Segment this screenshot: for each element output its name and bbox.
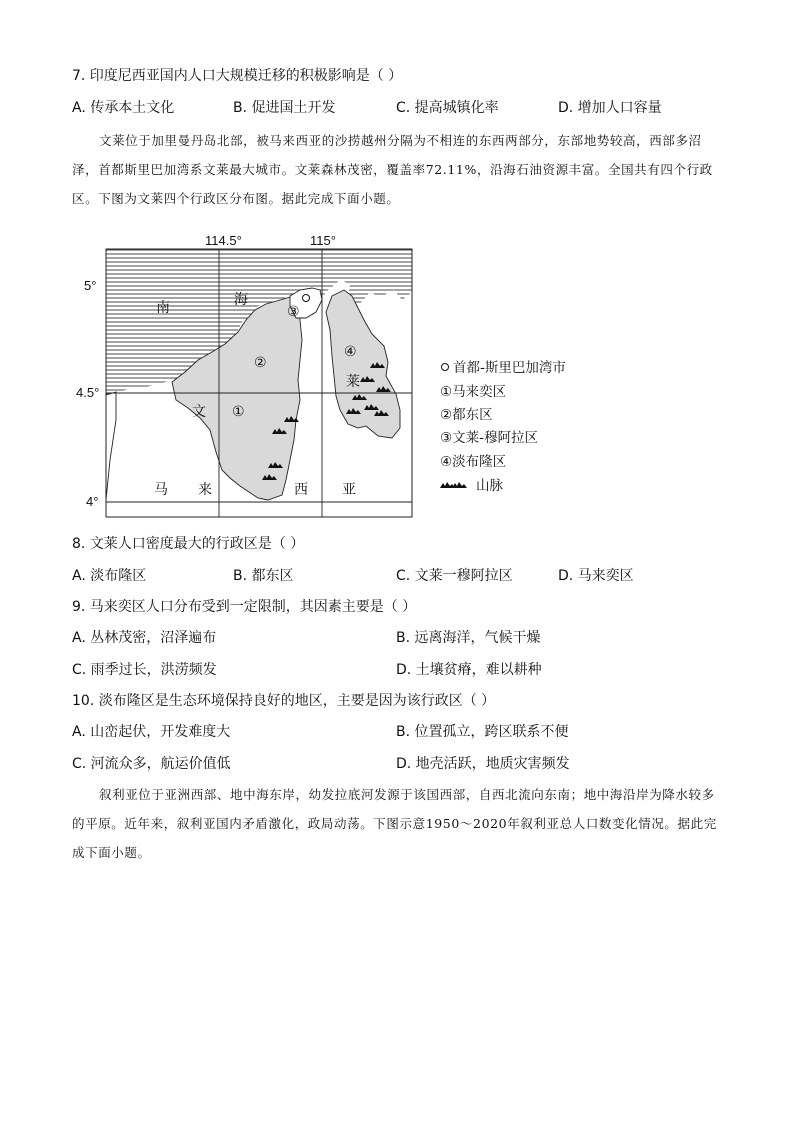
lat-label-4-5: 4.5° [76, 385, 100, 400]
question-8-option-d: D. 马来奕区 [558, 568, 634, 584]
question-9-option-c: C. 雨季过长，洪涝频发 [72, 662, 217, 678]
district-1-mark: ① [232, 404, 245, 420]
question-10-option-b: B. 位置孤立，跨区联系不便 [396, 724, 569, 740]
question-9-option-b: B. 远离海洋，气候干燥 [396, 630, 541, 646]
lat-label-4: 4° [86, 494, 99, 509]
malaysia-label-ma: 马 [154, 482, 168, 498]
question-9-option-a: A. 丛林茂密，沼泽遍布 [72, 630, 217, 646]
capital-marker [303, 295, 310, 302]
district-3-mark: ③ [287, 304, 300, 320]
legend-mountain-icon [452, 482, 467, 488]
question-7-stem: 7. 印度尼西亚国内人口大规模迁移的积极影响是（ ） [72, 68, 403, 84]
legend-capital: 首都-斯里巴加湾市 [453, 360, 566, 376]
question-10-option-a: A. 山峦起伏，开发难度大 [72, 724, 231, 740]
question-8-option-a: A. 淡布隆区 [72, 568, 147, 584]
question-8-option-b: B. 都东区 [233, 568, 294, 584]
question-8-stem: 8. 文莱人口密度最大的行政区是（ ） [72, 536, 305, 552]
question-10-option-c: C. 河流众多，航运价值低 [72, 756, 231, 772]
question-10-option-d: D. 地壳活跃，地质灾害频发 [396, 756, 570, 772]
temburong-district [326, 290, 400, 438]
question-7-option-c: C. 提高城镇化率 [396, 100, 499, 116]
sea-label-hai: 海 [234, 292, 248, 308]
legend-district-2: ②都东区 [440, 407, 493, 423]
sea-label-nan: 南 [156, 300, 170, 316]
question-8-option-c: C. 文莱一穆阿拉区 [396, 568, 513, 584]
legend-mountain: 山脉 [476, 478, 503, 494]
question-7-option-b: B. 促进国土开发 [233, 100, 336, 116]
malaysia-label-ya: 亚 [342, 482, 356, 498]
question-9-option-d: D. 土壤贫瘠，难以耕种 [396, 662, 542, 678]
brunei-label-lai: 莱 [346, 374, 360, 390]
lon-label-114-5: 114.5° [205, 233, 242, 248]
question-9-stem: 9. 马来奕区人口分布受到一定限制，其因素主要是（ ） [72, 599, 417, 615]
legend-district-4: ④淡布隆区 [440, 454, 507, 470]
lat-label-5: 5° [84, 278, 97, 293]
brunei-district-map [0, 0, 794, 560]
passage-syria: 叙利亚位于亚洲西部、地中海东岸，幼发拉底河发源于该国西部，自西北流向东南；地中海沿岸为降水较多的平原。近年来，叙利亚国内矛盾激化，政局动荡。下图示意1950～2020年叙利亚总人口数变化情况。据此完成下面小题。 [72, 787, 717, 860]
brunei-label-wen: 文 [192, 404, 206, 420]
passage-brunei: 文莱位于加里曼丹岛北部，被马来西亚的沙捞越州分隔为不相连的东西两部分，东部地势较高，西部多沼泽，首都斯里巴加湾系文莱最大城市。文莱森林茂密，覆盖率72.11%，沿海石油资源丰富。全国共有四个行政区。下图为文莱四个行政区分布图。据此完成下面小题。 [72, 133, 713, 206]
question-7-option-d: D. 增加人口容量 [558, 100, 662, 116]
question-10-stem: 10. 淡布隆区是生态环境保持良好的地区，主要是因为该行政区（ ） [72, 693, 496, 709]
legend-district-3: ③文莱-穆阿拉区 [440, 430, 538, 446]
legend-capital-icon [442, 364, 449, 371]
lon-label-115: 115° [310, 233, 336, 248]
district-2-mark: ② [254, 355, 267, 371]
question-7-option-a: A. 传承本土文化 [72, 100, 175, 116]
malaysia-label-lai: 来 [198, 482, 212, 498]
district-4-mark: ④ [344, 344, 357, 360]
malaysia-label-xi: 西 [294, 482, 308, 498]
legend-district-1: ①马来奕区 [440, 384, 507, 400]
